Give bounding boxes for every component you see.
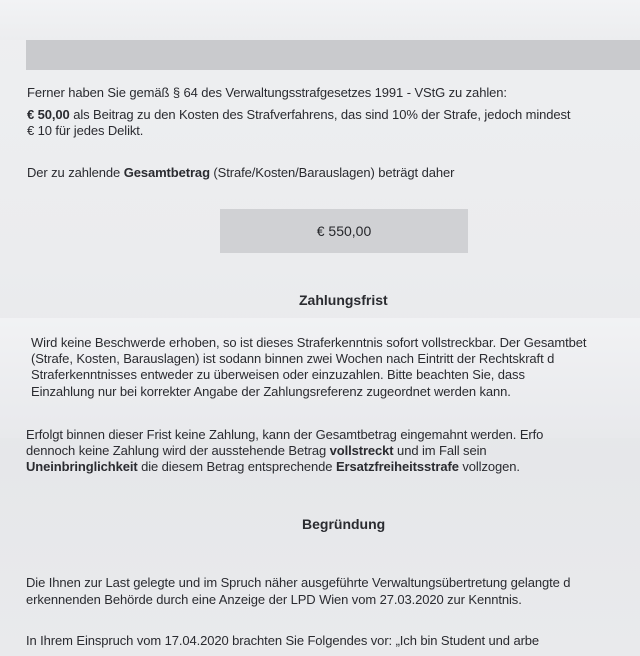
zf-p2-line-3-end: vollzogen.: [458, 459, 520, 474]
zf-p2-ersatzfreiheitsstrafe: Ersatzfreiheitsstrafe: [335, 459, 459, 474]
zf-p2-line-3: [26, 459, 520, 475]
total-post: (Strafe/Kosten/Barauslagen) beträgt daher: [209, 165, 455, 180]
zf-p1-line-4: Einzahlung nur bei korrekter Angabe der Zahlungsreferenz zugeordnet werden kann.: [31, 384, 511, 399]
zf-p2-line-1: Erfolgt binnen dieser Frist keine Zahlung, kann der Gesamtbetrag eingemahnt werden. Erfo: [26, 427, 544, 442]
bg-p1-line-2: erkennenden Behörde durch eine Anzeige der LPD Wien vom 27.03.2020 zur Kenntnis.: [26, 592, 522, 607]
zf-p1-line-1: Wird keine Beschwerde erhoben, so ist dieses Straferkenntnis sofort vollstreckbar. Der Gesamtbet: [31, 335, 587, 350]
zf-p2-vollstreckt: vollstreckt: [329, 443, 394, 458]
zf-p1-line-2: (Strafe, Kosten, Barauslagen) ist sodann binnen zwei Wochen nach Eintritt der Rechtskraft d: [31, 351, 555, 366]
page-shade-top: [0, 0, 640, 40]
heading-begruendung: Begründung: [302, 516, 386, 532]
zf-p2-line-2: [26, 443, 487, 459]
total-amount: € 550,00: [316, 223, 372, 239]
zf-p2-line-3-mid: die diesem Betrag entsprechende: [137, 459, 336, 474]
heading-zahlungsfrist: Zahlungsfrist: [299, 292, 388, 308]
header-grey-bar: [26, 40, 640, 70]
total-sentence: [27, 165, 454, 181]
fee-line-1: [27, 107, 570, 123]
bg-p2-line-1: In Ihrem Einspruch vom 17.04.2020 brachten Sie Folgendes vor: „Ich bin Student und arbe: [26, 633, 540, 648]
total-bold: Gesamtbetrag: [123, 165, 210, 180]
total-amount-box: [220, 209, 468, 253]
bg-p1-line-1: Die Ihnen zur Last gelegte und im Spruch näher ausgeführte Verwaltungsübertretung gelangte d: [26, 575, 571, 590]
fee-amount: € 50,00: [27, 107, 70, 122]
zf-p1-line-3: Straferkenntnisses entweder zu überweisen oder einzuzahlen. Bitte beachten Sie, dass: [31, 367, 525, 382]
fee-line-2: € 10 für jedes Delikt.: [27, 123, 144, 138]
zf-p2-line-2-a: dennoch keine Zahlung wird der ausstehende Betrag: [26, 443, 330, 458]
fee-line-1-rest: als Beitrag zu den Kosten des Strafverfahrens, das sind 10% der Strafe, jedoch mindest: [69, 107, 571, 122]
zf-p2-line-2-b: und im Fall sein: [393, 443, 487, 458]
intro-text: Ferner haben Sie gemäß § 64 des Verwaltungsstrafgesetzes 1991 - VStG zu zahlen:: [27, 85, 507, 100]
total-pre: Der zu zahlende: [27, 165, 124, 180]
zf-p2-uneinbringlichkeit: Uneinbringlichkeit: [26, 459, 138, 474]
